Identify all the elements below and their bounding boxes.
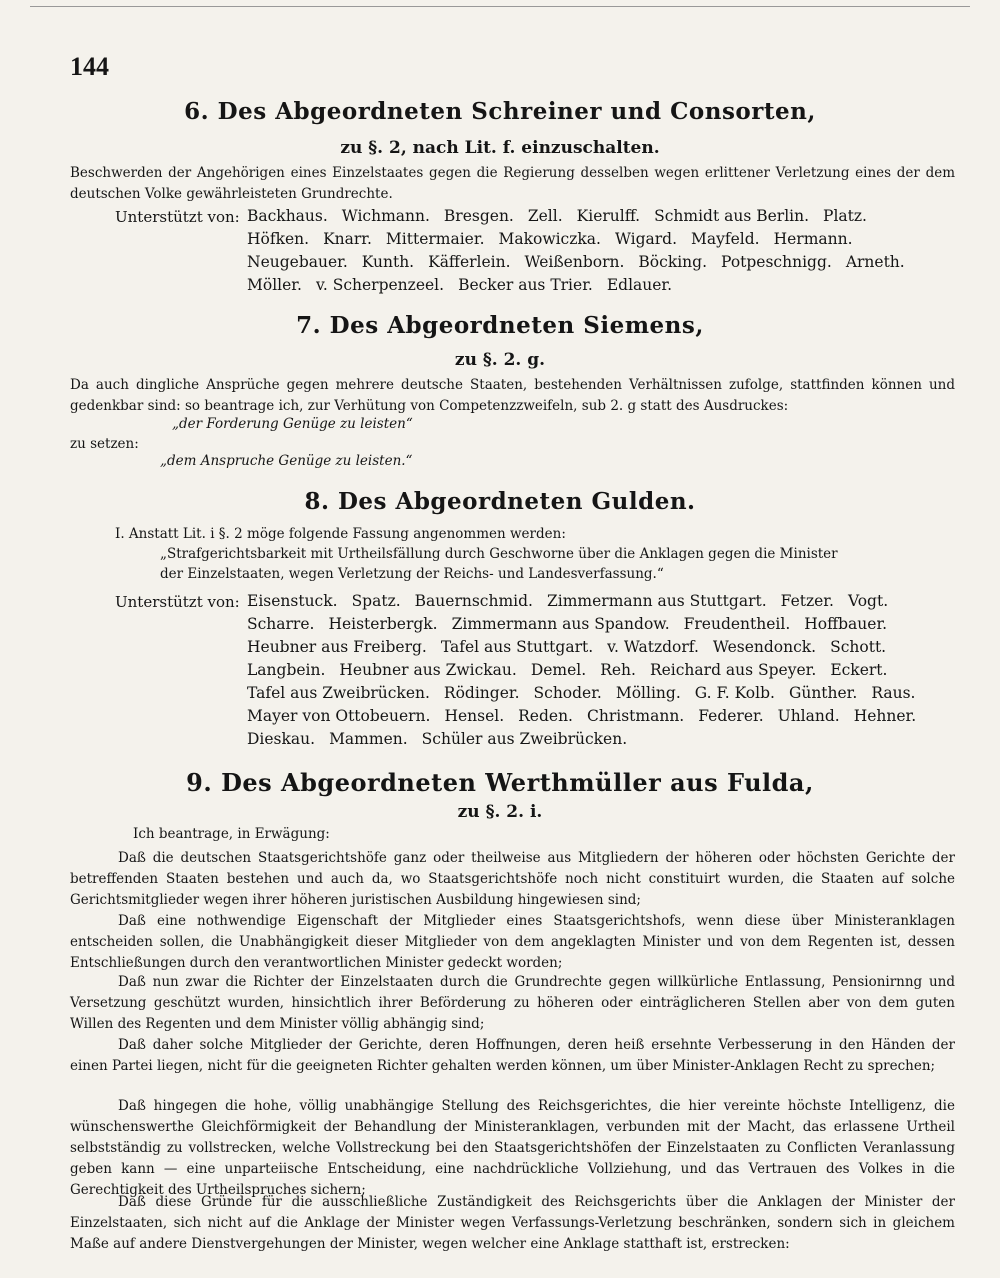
- supporter-name: Wigard.: [614, 230, 678, 248]
- supporter-name: Schott.: [830, 638, 887, 656]
- section-7-text: Da auch dingliche Ansprüche gegen mehrere deutsche Staaten, bestehenden Verhältnissen zufolge, stattfinden können und gedenkbar sind: so beantrage ich, zur Verhütung von Competenzzweifeln, sub 2. g statt des Ausdruckes:: [70, 377, 955, 414]
- section-9-para-2: Daß eine nothwendige Eigenschaft der Mitglieder eines Staatsgerichtshofs, wenn diese über Ministeranklagen entscheiden sollen, die Unabhängigkeit dieser Mitglieder von dem angeklagten Minister und von dem Regenten ist, dessen Entschließungen durch den verantwortlichen Minister gedeckt worden;: [70, 913, 955, 971]
- supporter-name: Käfferlein.: [428, 253, 511, 271]
- supporter-name: Eckert.: [830, 661, 888, 679]
- supporter-name: Höfken.: [247, 230, 310, 248]
- section-9-title: 9. Des Abgeordneten Werthmüller aus Fulda,: [186, 768, 814, 797]
- supporter-name: Uhland.: [777, 707, 840, 725]
- supporter-name: Reichard aus Speyer.: [649, 661, 817, 679]
- supporter-name: Mayer von Ottobeuern.: [247, 707, 431, 725]
- section-9-para-1: Daß die deutschen Staatsgerichtshöfe ganz oder theilweise aus Mitgliedern der höheren oder höchsten Gerichte der betreffenden Staaten bestehen und auch da, wo Staatsgerichtshöfe noch nicht constituirt wurden, die Staaten auf solche Gerichtsmitglieder wegen ihrer höheren juristischen Ausbildung hingewiesen sind;: [70, 850, 955, 908]
- section-7-title: 7. Des Abgeordneten Siemens,: [296, 312, 704, 339]
- supporter-name: Hensel.: [444, 707, 505, 725]
- supporter-name: Neugebauer.: [247, 253, 348, 271]
- supporter-name: Tafel aus Stuttgart.: [440, 638, 594, 656]
- supporter-name: Potpeschnigg.: [721, 253, 832, 271]
- supporter-name: Knarr.: [323, 230, 372, 248]
- section-7-quote-old: „der Forderung Genüge zu leisten“: [172, 416, 413, 432]
- supporter-name: Fetzer.: [780, 592, 834, 610]
- supporter-name: Mammen.: [329, 730, 408, 748]
- supporter-name: Hehner.: [853, 707, 917, 725]
- supporter-name: Hoffbauer.: [804, 615, 888, 633]
- supporter-name: Böcking.: [638, 253, 708, 271]
- supporter-name: Edlauer.: [606, 276, 673, 294]
- section-9-para-6: Daß diese Gründe für die ausschließliche Zuständigkeit des Reichsgerichts über die Anklagen der Minister der Einzelstaaten, sich nicht auf die Anklage der Minister wegen Verfassungs-Verletzung beschränken, sondern sich in gleichem Maße auf andere Dienstvergehungen der Minister, wegen welcher eine Anklage statthaft ist, erstrecken:: [70, 1194, 955, 1252]
- supporter-name: Demel.: [530, 661, 587, 679]
- supporter-name: Zimmermann aus Spandow.: [451, 615, 670, 633]
- supporter-name: Federer.: [698, 707, 764, 725]
- supporter-name: Mittermaier.: [385, 230, 485, 248]
- supporter-name: Mölling.: [615, 684, 681, 702]
- section-9-intro: Ich beantrage, in Erwägung:: [133, 826, 330, 842]
- section-6-subtitle: zu §. 2, nach Lit. f. einzuschalten.: [340, 138, 660, 158]
- supporter-name: Zell.: [527, 207, 563, 225]
- supporter-name: Zimmermann aus Stuttgart.: [546, 592, 767, 610]
- section-9-para-3: Daß nun zwar die Richter der Einzelstaaten durch die Grundrechte gegen willkürliche Entlassung, Pensionirnng und Versetzung geschützt wurden, hinsichtlich ihrer Beförderung zu höheren oder einträglicheren Stellen aber von dem guten Willen des Regenten und dem Minister völlig abhängig sind;: [70, 974, 955, 1032]
- section-8-line-3: der Einzelstaaten, wegen Verletzung der Reichs- und Landesverfassung.“: [160, 566, 664, 582]
- section-9-subtitle: zu §. 2. i.: [457, 802, 543, 822]
- supporter-name: Schüler aus Zweibrücken.: [421, 730, 628, 748]
- section-6-text: Beschwerden der Angehörigen eines Einzelstaates gegen die Regierung desselben wegen erlittener Verletzung eines der dem deutschen Volke gewährleisteten Grundrechte.: [70, 165, 955, 202]
- page-number: 144: [70, 52, 109, 81]
- supporter-name: Günther.: [788, 684, 858, 702]
- section-6-support-label: Unterstützt von:: [115, 208, 240, 226]
- supporter-name: Freudentheil.: [683, 615, 791, 633]
- section-8-line-1: I. Anstatt Lit. i §. 2 möge folgende Fassung angenommen werden:: [115, 526, 566, 542]
- section-9-para-4: Daß daher solche Mitglieder der Gerichte, deren Hoffnungen, deren heiß ersehnte Verbesserung in den Händen der einen Partei liegen, nicht für die geeigneten Richter gehalten werden können, um über Minister-Anklagen Recht zu sprechen;: [70, 1037, 955, 1074]
- supporter-name: Raus.: [871, 684, 916, 702]
- supporter-name: Mayfeld.: [691, 230, 760, 248]
- section-8-support-label: Unterstützt von:: [115, 593, 240, 611]
- supporter-name: Scharre.: [247, 615, 315, 633]
- supporter-name: Dieskau.: [247, 730, 316, 748]
- supporter-name: Heubner aus Freiberg.: [247, 638, 427, 656]
- supporter-name: Schoder.: [533, 684, 602, 702]
- supporter-name: Wesendonck.: [712, 638, 817, 656]
- supporter-name: Weißenborn.: [524, 253, 625, 271]
- supporter-name: Vogt.: [847, 592, 889, 610]
- supporter-name: Hermann.: [773, 230, 853, 248]
- supporter-name: Rödinger.: [443, 684, 520, 702]
- supporter-name: v. Watzdorf.: [607, 638, 699, 656]
- supporter-name: G. F. Kolb.: [694, 684, 775, 702]
- supporter-name: Reden.: [518, 707, 573, 725]
- supporter-name: Eisenstuck.: [247, 592, 338, 610]
- supporter-name: Tafel aus Zweibrücken.: [247, 684, 430, 702]
- supporter-name: Wichmann.: [341, 207, 430, 225]
- supporter-name: Heisterbergk.: [328, 615, 438, 633]
- supporter-name: Spatz.: [351, 592, 401, 610]
- top-rule: [30, 6, 970, 7]
- section-8-supporters: [247, 590, 957, 751]
- supporter-name: Bauernschmid.: [414, 592, 533, 610]
- section-6-supporters: [247, 205, 957, 297]
- supporter-name: Platz.: [823, 207, 867, 225]
- supporter-name: Christmann.: [587, 707, 685, 725]
- supporter-name: Makowiczka.: [498, 230, 601, 248]
- supporter-name: Kierulff.: [576, 207, 641, 225]
- supporter-name: Schmidt aus Berlin.: [654, 207, 810, 225]
- section-8-line-2: „Strafgerichtsbarkeit mit Urtheilsfällung durch Geschworne über die Anklagen gegen die Minister: [160, 546, 838, 562]
- section-7-subtitle: zu §. 2. g.: [454, 350, 546, 370]
- supporter-name: Möller.: [247, 276, 302, 294]
- section-7-zu-setzen: zu setzen:: [70, 436, 139, 452]
- supporter-name: Kunth.: [361, 253, 415, 271]
- supporter-name: Becker aus Trier.: [458, 276, 593, 294]
- supporter-name: Reh.: [600, 661, 636, 679]
- supporter-name: Heubner aus Zwickau.: [339, 661, 517, 679]
- section-9-para-5: Daß hingegen die hohe, völlig unabhängige Stellung des Reichsgerichtes, die hier vereinte höchste Intelligenz, die wünschenswerthe Gleichförmigkeit der Behandlung der Ministeranklagen, verbunden mit der Macht, das erlassene Urtheil selbstständig zu vollstrecken, welche Vollstreckung bei den Staatsgerichtshöfen der Einzelstaaten zu Conflicten Veranlassung geben kann — eine unparteiische Entscheidung, eine nachdrückliche Vollziehung, und das Vertrauen des Volkes in die Gerechtigkeit des Urtheilspruches sichern;: [70, 1098, 955, 1198]
- supporter-name: Bresgen.: [443, 207, 514, 225]
- section-7-quote-new: „dem Anspruche Genüge zu leisten.“: [160, 453, 413, 469]
- supporter-name: Langbein.: [247, 661, 326, 679]
- supporter-name: Arneth.: [845, 253, 905, 271]
- supporter-name: v. Scherpenzeel.: [315, 276, 445, 294]
- supporter-name: Backhaus.: [247, 207, 328, 225]
- section-6-title: 6. Des Abgeordneten Schreiner und Consorten,: [184, 98, 816, 125]
- section-8-title: 8. Des Abgeordneten Gulden.: [304, 488, 696, 515]
